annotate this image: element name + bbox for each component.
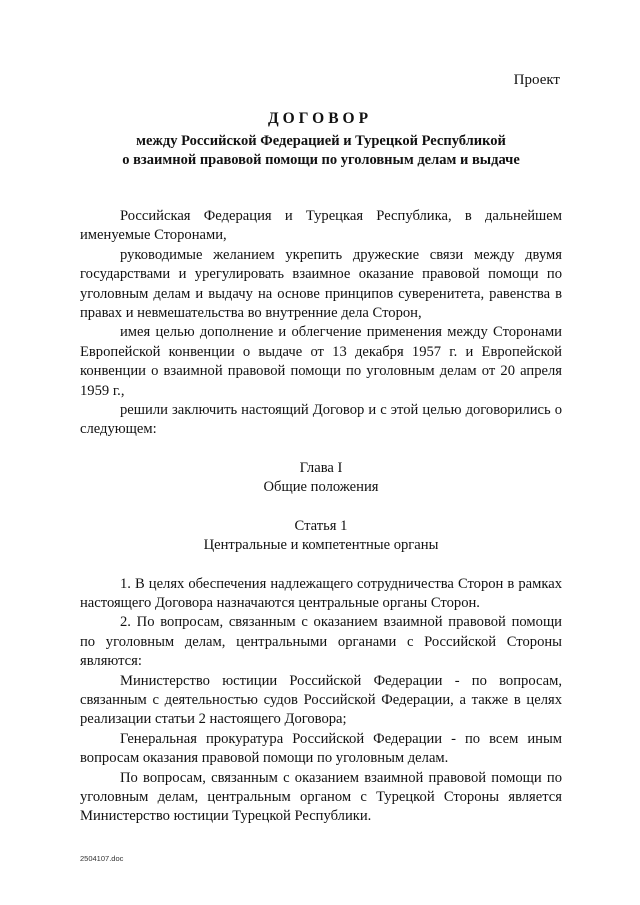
chapter-name: Общие положения xyxy=(263,479,379,496)
article-paragraph: 1. В целях обеспечения надлежащего сотрудничества Сторон в рамках настоящего Договора назначаются центральные органы Сторон. xyxy=(80,575,562,611)
article-paragraph: Министерство юстиции Российской Федерации - по вопросам, связанным с деятельностью судов Российской Федерации, а также в целях реализации статьи 2 настоящего Договора; xyxy=(80,672,562,728)
chapter-heading xyxy=(80,459,562,498)
document-body xyxy=(80,207,562,827)
article-heading xyxy=(80,517,562,556)
article-name: Центральные и компетентные органы xyxy=(203,537,439,554)
document-title: ДОГОВОР xyxy=(267,110,373,127)
subtitle-line-2: о взаимной правовой помощи по уголовным делам и выдаче xyxy=(122,152,520,168)
preamble-paragraph: решили заключить настоящий Договор и с этой целью договорились о следующем: xyxy=(80,402,562,438)
preamble-paragraph: имея целью дополнение и облегчение применения между Сторонами Европейской конвенции о выдаче от 13 декабря 1957 г. и Европейской конвенции о взаимной правовой помощи по уголовным делам от 20 апреля 1959 г., xyxy=(80,324,562,399)
preamble-paragraph: руководимые желанием укрепить дружеские связи между двумя государствами и урегулировать взаимное оказание правовой помощи по уголовным делам и выдачу на основе принципов суверенитета, равенства в правах и невмешательства во внутренние дела Сторон, xyxy=(80,246,562,322)
footer-filename: 2504107.doc xyxy=(80,854,124,863)
article-paragraph: 2. По вопросам, связанным с оказанием взаимной правовой помощи по уголовным делам, центральными органами с Российской Стороны являются: xyxy=(80,614,562,670)
article-paragraph: Генеральная прокуратура Российской Федерации - по всем иным вопросам оказания правовой помощи по уголовным делам. xyxy=(80,730,562,767)
draft-label: Проект xyxy=(513,72,560,88)
subtitle-line-1: между Российской Федерацией и Турецкой Республикой xyxy=(136,133,506,149)
document-subtitle xyxy=(80,132,562,170)
preamble-paragraph: Российская Федерация и Турецкая Республика, в дальнейшем именуемые Сторонами, xyxy=(80,208,562,244)
article-paragraph: По вопросам, связанным с оказанием взаимной правовой помощи по уголовным делам, центральным органом с Турецкой Стороны является Министерство юстиции Турецкой Республики. xyxy=(80,769,562,825)
chapter-number: Глава I xyxy=(299,459,343,476)
article-number: Статья 1 xyxy=(294,517,348,534)
